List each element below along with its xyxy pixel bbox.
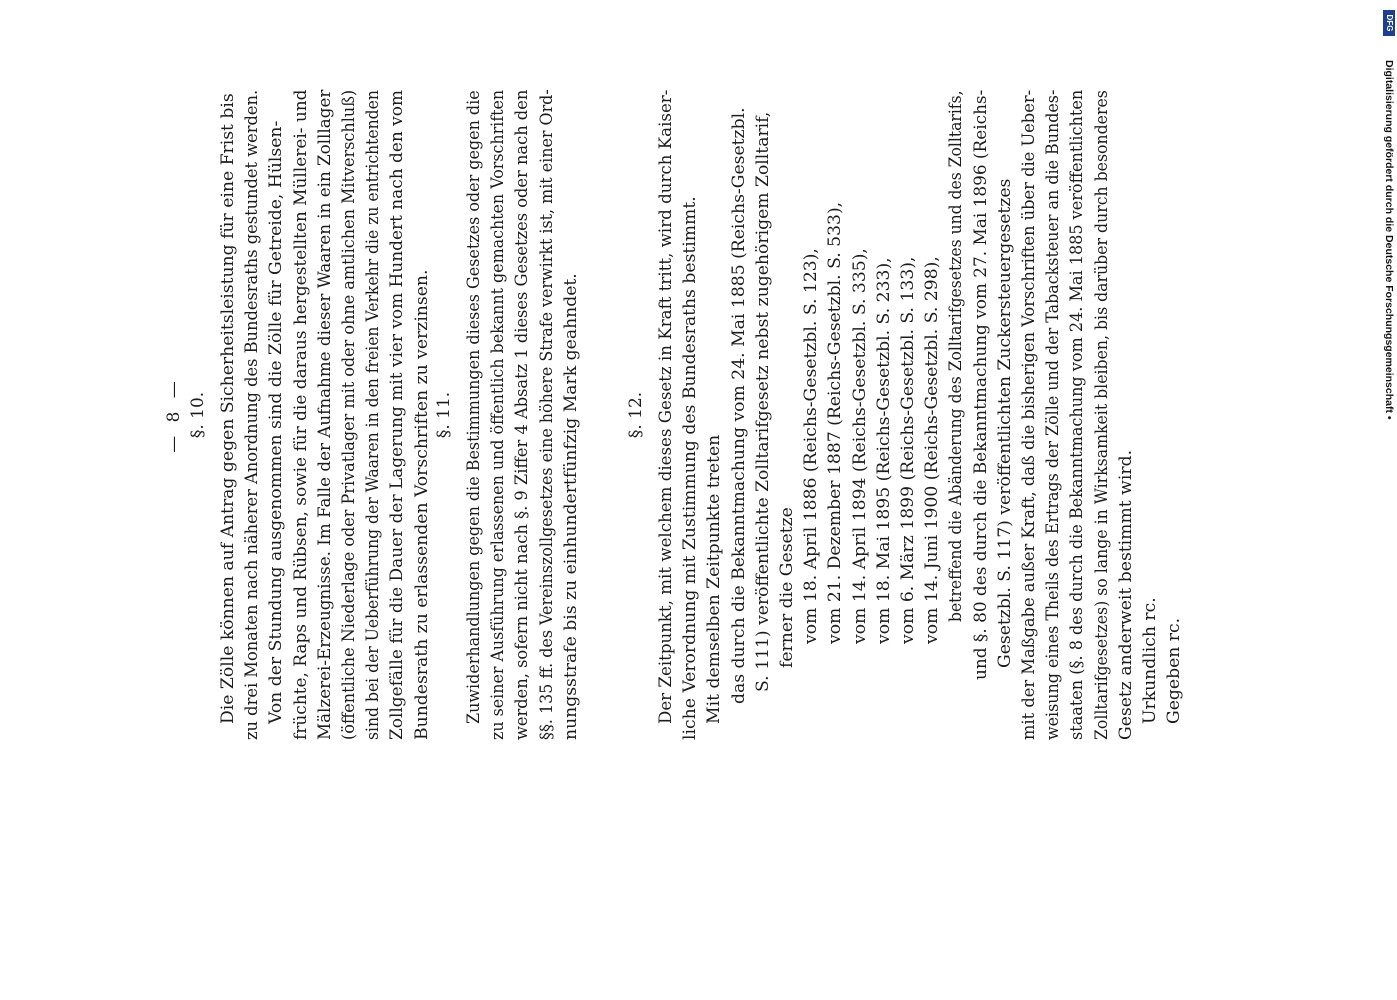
document-page — [160, 89, 1185, 740]
text-line: vom 18. Mai 1895 (Reichs-Gesetzbl. S. 233), — [873, 257, 894, 644]
section-heading: §. 10. — [188, 391, 208, 439]
text-line: (öffentliche Niederlage oder Privatlager mit oder ohne amtlichen Mitverschluß) — [339, 89, 359, 740]
text-line: zu drei Monaten nach näherer Anordnung des Bundesraths gestundet werden. — [242, 89, 263, 740]
text-line: Zollgefälle für die Dauer der Lagerung mit vier vom Hundert nach den vom — [387, 90, 408, 740]
text-line: und §. 80 des durch die Bekanntmachung vom 27. Mai 1896 (Reichs- — [970, 89, 991, 680]
text-line: mit der Maßgabe außer Kraft, daß die bisherigen Vorschriften über die Ueber- — [1019, 89, 1039, 740]
text-line: werden, sofern nicht nach §. 9 Ziffer 4 Absatz 1 dieses Gesetzes oder nach den — [512, 89, 533, 740]
dfg-logo-text: DFG — [1385, 14, 1394, 32]
text-line: vom 14. April 1894 (Reichs-Gesetzbl. S. 335), — [849, 248, 870, 644]
text-line: Mälzerei-Erzeugnisse. Im Falle der Aufnahme dieser Waaren in ein Zolllager — [314, 89, 335, 740]
section-heading: §. 12. — [626, 391, 646, 439]
text-line: Gegeben rc. — [1164, 617, 1185, 724]
text-line: weisung eines Theils des Ertrags der Zölle und der Tabacksteuer an die Bundes- — [1043, 89, 1064, 740]
text-line: Bundesrath zu erlassenden Vorschriften zu verzinsen. — [411, 269, 432, 740]
sidebar-credit — [1382, 60, 1397, 820]
text-line: vom 14. Juni 1900 (Reichs-Gesetzbl. S. 298), — [922, 256, 943, 644]
rotated-page — [160, 89, 1185, 740]
text-line: Von der Stundung ausgenommen sind die Zölle für Getreide, Hülsen- — [266, 120, 287, 724]
text-line: Urkundlich rc. — [1140, 597, 1160, 724]
text-line: früchte, Raps und Rübsen, sowie für die daraus hergestellten Müllerei- und — [290, 89, 311, 740]
text-line: Die Zölle können auf Antrag gegen Sicherheitsleistung für eine Frist bis — [218, 93, 238, 724]
text-line: nungsstrafe bis zu einhundertfünfzig Mark geahndet. — [560, 273, 581, 740]
text-line: Mit demselben Zeitpunkte treten — [704, 434, 725, 724]
text-line: Gesetz anderweit bestimmt wird. — [1115, 449, 1136, 740]
text-line: vom 21. Dezember 1887 (Reichs-Gesetzbl. S. 533), — [825, 201, 846, 644]
text-line: sind bei der Ueberführung der Waaren in den freien Verkehr die zu entrichtenden — [363, 90, 384, 740]
text-line: staaten (§. 8 des durch die Bekanntmachung vom 24. Mai 1885 veröffentlichten — [1067, 89, 1088, 740]
text-line: Zolltarifgesetzes) so lange in Wirksamkeit bleiben, bis darüber durch besonderes — [1091, 90, 1112, 740]
text-line: Der Zeitpunkt, mit welchem dieses Gesetz in Kraft tritt, wird durch Kaiser- — [656, 89, 676, 724]
text-line: vom 6. März 1899 (Reichs-Gesetzbl. S. 133), — [898, 256, 918, 644]
text-line: vom 18. April 1886 (Reichs-Gesetzbl. S. 123), — [801, 248, 822, 644]
text-line: zu seiner Ausführung erlassenen und öffentlich bekannt gemachten Vorschriften — [488, 89, 509, 740]
text-line: das durch die Bekanntmachung vom 24. Mai 1885 (Reichs-Gesetzbl. — [728, 107, 749, 704]
text-line: Zuwiderhandlungen gegen die Bestimmungen dieses Gesetzes oder gegen die — [464, 90, 484, 724]
text-line: ferner die Gesetze — [777, 507, 797, 668]
page-number: — 8 — — [164, 377, 184, 453]
section-heading: §. 11. — [434, 391, 454, 439]
text-line: §§. 135 ff. des Vereinszollgesetzes eine höhere Strafe verwirkt ist, mit einer Ord- — [536, 89, 557, 740]
text-line: betreffend die Abänderung des Zolltarifgesetzes und des Zolltarifs, — [946, 90, 967, 622]
text-line: S. 111) veröffentlichte Zolltarifgesetz nebst zugehörigem Zolltarif, — [752, 111, 773, 692]
text-line: liche Verordnung mit Zustimmung des Bundesraths bestimmt. — [680, 196, 701, 740]
text-line: Gesetzbl. S. 117) veröffentlichten Zuckersteuergesetzes — [994, 178, 1015, 668]
sidebar-credit-text: Digitalisierung gefördert durch die Deutsche Forschungsgemeinschaft • — [1383, 60, 1395, 420]
dfg-logo — [1383, 10, 1395, 36]
